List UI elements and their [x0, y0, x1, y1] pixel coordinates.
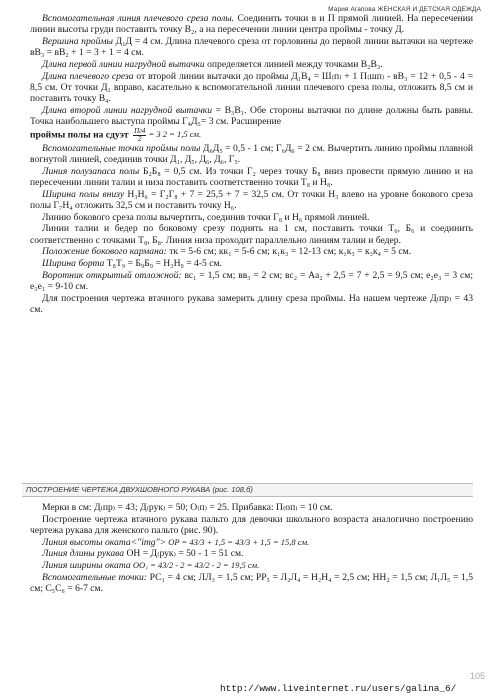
- paragraph: Линия длины рукава ОН = Д₍рук₎ = 50 - 1 = 51 см.: [42, 548, 244, 560]
- paragraph: Ширина борта Т₈Т₉ = Б₉Б₉ = Н₃Н₉ = 4-5 см.: [42, 258, 222, 270]
- paragraph: Воротник открытый отложной: вс₁ = 1,5 см; вв₃ = 2 см; вс₂ = Аа₂ + 2,5 = 7 + 2,5 = 9,5 см; е₂е₃ = 3 см; е₃е₁ = 9-10 см.: [30, 269, 473, 292]
- formula-armhole: $\frac{Пг4}{2}$ = 3 2 = 1,5 см.: [134, 126, 202, 143]
- section-heading-bar: [22, 483, 473, 497]
- paragraph: Положение бокового кармана: тк = 5-6 см; кк₁ = 5-6 см; к₁к₃ = 12-13 см; к₁к₃ = к₃к₄ = 5 см.: [42, 246, 412, 258]
- paragraph: Длина первой линии нагрудной вытачки определяется линией между точками В₂В₃.: [42, 58, 383, 70]
- paragraph: Для построения чертежа втачного рукава замерить длину среза проймы. На нашем чертеже Д₍пр₎ = 43 см.: [30, 292, 473, 315]
- page-number: 105: [469, 671, 485, 681]
- paragraph: Ширина полы внизу Н₃Н₆ = Г₂Г₈ + 7 = 25,5 + 7 = 32,5 см. От точки Н₃ влево на уровне бокового среза полы Г₇Н₄ отложить 32,5 см и поставить точку Н₆.: [30, 188, 473, 212]
- sleeve-text: [30, 502, 473, 595]
- section-title: ПОСТРОЕНИЕ ЧЕРТЕЖА ДВУХШОВНОГО РУКАВА (рис. 108,б): [26, 485, 253, 494]
- paragraph: Вспомогательные точки проймы полы Д₆Д₅ = 0,5 - 1 см; Г₆Д₆ = 2 см. Вычертить линию проймы плавной вогнутой линией, соединив точки Д₁, Д₅, Д₆, Д₆, Г₅.: [30, 143, 473, 166]
- paragraph: проймы полы на сдуэт $\frac{Пг4}{2}$ = 3 2 = 1,5 см.: [30, 126, 202, 143]
- main-text: [30, 13, 473, 316]
- paragraph: Построение чертежа втачного рукава пальто для девочки школьного возраста аналогично построению чертежа рукава для женского пальто (рис. 90).: [30, 513, 473, 536]
- running-header: Мария Агапова ЖЕНСКАЯ И ДЕТСКАЯ ОДЕЖДА: [328, 6, 481, 13]
- paragraph: Вершина проймы Д₁Д = 4 см. Длина плечевого среза от горловины до первой линии вытачки на чертеже вВ₃ = вВ₂ + 1 = 3 + 1 = 4 см.: [30, 35, 473, 59]
- paragraph: Мерки в см: Д₍пр₎ = 43; Д₍рук₎ = 50; О₍п₎ = 25. Прибавка: П₍оп₎ = 10 см.: [42, 502, 333, 513]
- paragraph: Вспомогательная линия плечевого среза полы. Соединить точки в и П прямой линией. На пересечении линии высоты груди поставить точку В₂, а на пересечении линии центра проймы - точку Д.: [30, 13, 473, 36]
- paragraph: Линия полузапаса полы Б₂Б₈ = 0,5 см. Из точки Г₂ через точку Б₈ вниз провести прямую линию и на пересечении линии талии и низа поставить соответственно точки Т₈ и Н₈.: [30, 165, 473, 189]
- paragraph: Вспомогательные точки: РС₁ = 4 см; ЛЛ₃ = 1,5 см; РР₅ = Л₂Л₄ = Н₂Н₄ = 2,5 см; НН₂ = 1,5 см; Л₁Л₅ = 1,5 см; С₅С₆ = 6-7 см.: [30, 571, 474, 594]
- paragraph: Линия ширины оката OO₁ = 43/2 - 2 = 43/2 - 2 = 19,5 см.: [42, 560, 260, 572]
- paragraph: Линии талии и бедер по боковому срезу поднять на 1 см, поставить точки Т₆, Б₆ и соединить соответственно с точками Т₈, Б₈. Линия низа проходит параллельно линиям талии и бедер.: [30, 223, 473, 246]
- paragraph: Длина плечевого среза от второй линии вытачки до проймы Д₁В₄ = Ш₍п₎ + 1 П₍шп₎ - вВ₃ = 12 + 0,5 - 4 = 8,5 см. От точки Д₁ вправо, касательно к вспомогательной линии плечевого среза полы, отложить 8,5 см и поставить точку В₄.: [30, 70, 473, 104]
- source-url[interactable]: http://www.liveinternet.ru/users/galina_6/: [220, 683, 457, 694]
- paragraph: Длина второй линии нагрудной вытачки = В₃В₁. Обе стороны вытачки по длине должны быть равны. Точка наибольшего выступа проймы Г₄Д₅= 3 см. Расширение: [30, 104, 473, 127]
- paragraph: Линия высоты оката<"img"> OP = 43/3 + 1,5 = 43/3 + 1,5 = 15,8 см.: [42, 536, 310, 548]
- paragraph: Линию бокового среза полы вычертить, соединив точки Г₈ и Н₆ прямой линией.: [42, 211, 370, 223]
